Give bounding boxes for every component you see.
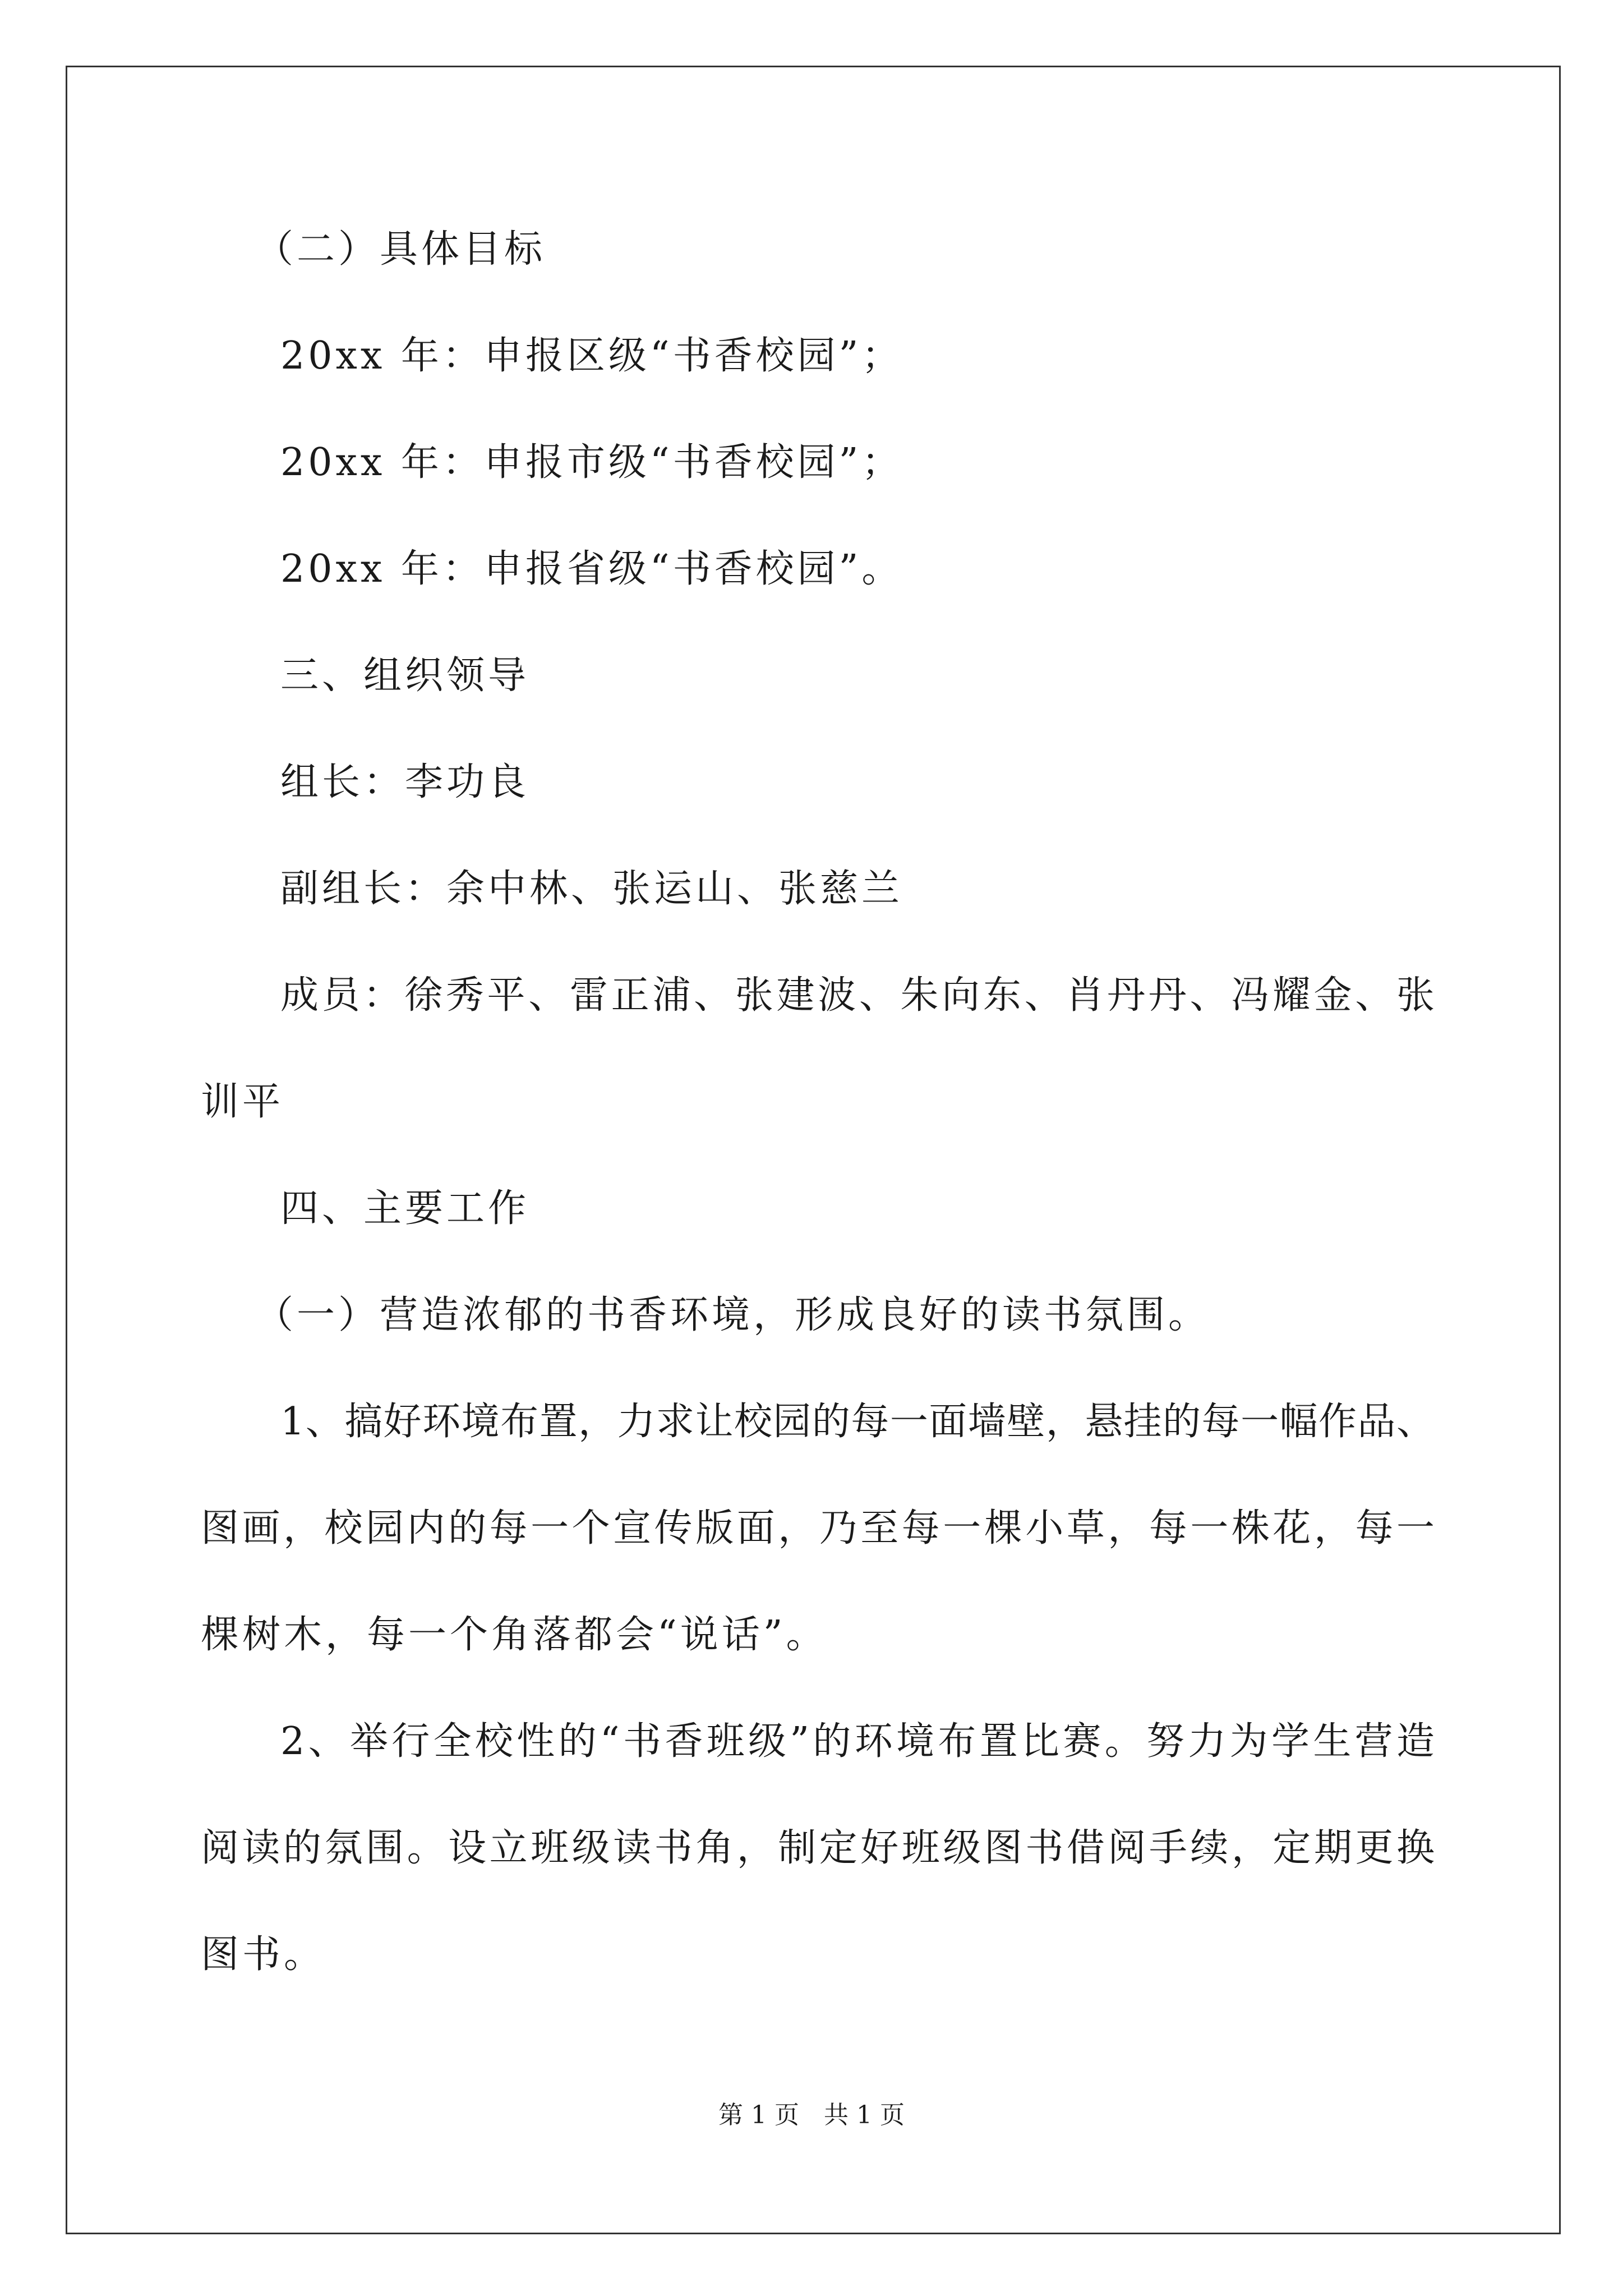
item-2-line-1: 2、举行全校性的“书香班级”的环境布置比赛。努力为学生营造 <box>280 1719 1435 1764</box>
item-1-line-2: 图画，校园内的每一个宣传版面，乃至每一棵小草，每一株花，每一 <box>201 1506 1435 1550</box>
item-2-line-3: 图书。 <box>201 1932 326 1977</box>
item-2-line-2: 阅读的氛围。设立班级读书角，制定好班级图书借阅手续，定期更换 <box>201 1826 1435 1870</box>
subheading-specific-goals: （二）具体目标 <box>255 227 546 272</box>
members-line: 成员：徐秀平、雷正浦、张建波、朱向东、肖丹丹、冯耀金、张 <box>280 973 1435 1018</box>
team-leader-line: 组长：李功良 <box>280 760 530 804</box>
subheading-reading-environment: （一）营造浓郁的书香环境，形成良好的读书氛围。 <box>255 1293 1210 1337</box>
section-heading-main-work: 四、主要工作 <box>280 1186 530 1231</box>
goal-line-province: 20xx 年：申报省级“书香校园”。 <box>280 547 903 591</box>
section-heading-organization: 三、组织领导 <box>280 654 530 698</box>
item-1-line-3: 棵树木，每一个角落都会“说话”。 <box>201 1613 828 1657</box>
goal-line-district: 20xx 年：申报区级“书香校园”； <box>280 334 903 378</box>
page-border <box>66 66 1561 2234</box>
members-line-continued: 训平 <box>201 1080 284 1124</box>
goal-line-city: 20xx 年：申报市级“书香校园”； <box>280 440 903 485</box>
item-1-line-1: 1、搞好环境布置，力求让校园的每一面墙壁，悬挂的每一幅作品、 <box>280 1400 1435 1444</box>
page-number-footer: 第 1 页 共 1 页 <box>718 2101 905 2129</box>
deputy-leaders-line: 副组长：余中林、张运山、张慈兰 <box>280 867 903 911</box>
